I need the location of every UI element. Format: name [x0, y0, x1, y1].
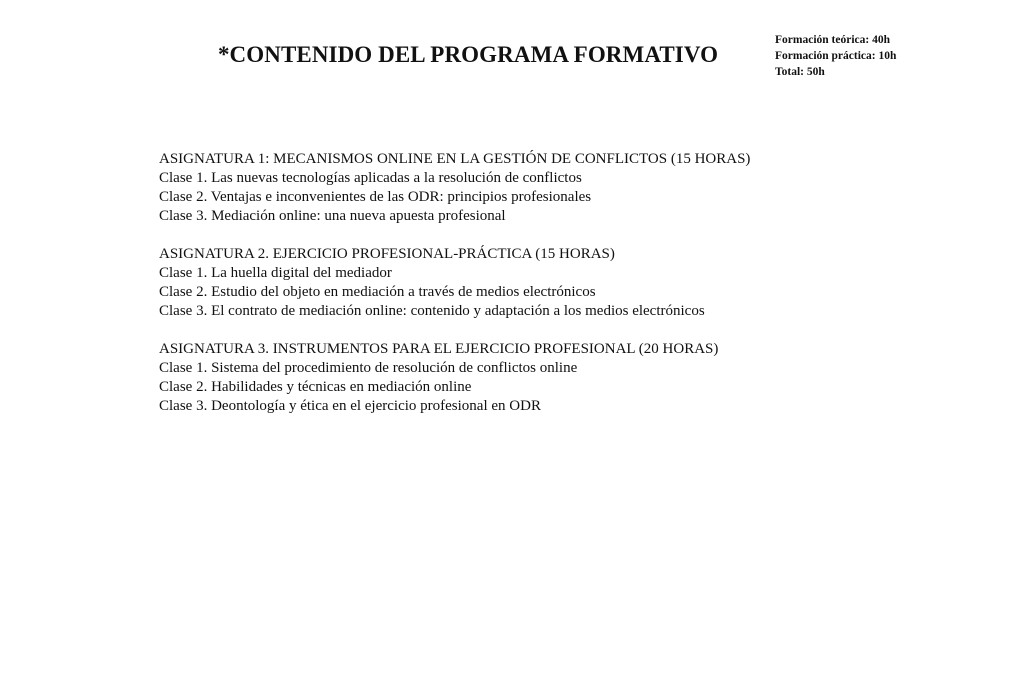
- class-item: Clase 2. Estudio del objeto en mediación a través de medios electrónicos: [159, 284, 596, 300]
- subject-title: ASIGNATURA 2. EJERCICIO PROFESIONAL-PRÁCTICA (15 HORAS): [159, 246, 615, 262]
- class-item: Clase 1. Sistema del procedimiento de resolución de conflictos online: [159, 360, 578, 376]
- practice-hours: Formación práctica: 10h: [775, 50, 897, 62]
- subject-3: [159, 340, 750, 416]
- class-item: Clase 3. Deontología y ética en el ejercicio profesional en ODR: [159, 398, 541, 414]
- subject-title: ASIGNATURA 1: MECANISMOS ONLINE EN LA GESTIÓN DE CONFLICTOS (15 HORAS): [159, 151, 751, 167]
- class-item: Clase 3. Mediación online: una nueva apuesta profesional: [159, 208, 506, 224]
- theory-hours: Formación teórica: 40h: [775, 34, 890, 46]
- hours-summary: [775, 32, 896, 80]
- subject-title: ASIGNATURA 3. INSTRUMENTOS PARA EL EJERCICIO PROFESIONAL (20 HORAS): [159, 341, 719, 357]
- subject-2: [159, 245, 750, 321]
- program-content: [159, 150, 750, 435]
- class-item: Clase 1. La huella digital del mediador: [159, 265, 392, 281]
- document-title: *CONTENIDO DEL PROGRAMA FORMATIVO: [217, 42, 719, 67]
- class-item: Clase 1. Las nuevas tecnologías aplicadas a la resolución de conflictos: [159, 170, 582, 186]
- total-hours: Total: 50h: [775, 66, 825, 78]
- class-item: Clase 3. El contrato de mediación online: contenido y adaptación a los medios electrónicos: [159, 303, 705, 319]
- class-item: Clase 2. Habilidades y técnicas en mediación online: [159, 379, 472, 395]
- class-item: Clase 2. Ventajas e inconvenientes de las ODR: principios profesionales: [159, 189, 592, 205]
- subject-1: [159, 150, 750, 226]
